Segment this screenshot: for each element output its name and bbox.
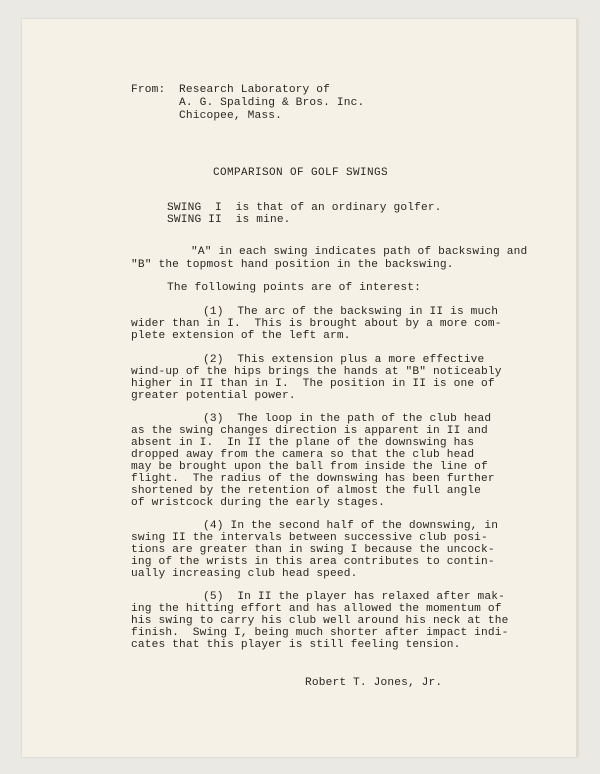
point-3-line-2: as the swing changes direction is apparent in II and — [131, 425, 488, 437]
point-2-line-3: higher in II than in I. The position in II is one of — [131, 378, 495, 390]
point-3-line-3: absent in I. In II the plane of the downswing has — [131, 437, 475, 449]
point-4-line-5: ually increasing club head speed. — [131, 568, 358, 580]
point-3-line-8: of wristcock during the early stages. — [131, 497, 385, 509]
point-3-line-5: may be brought upon the ball from inside the line of — [131, 461, 488, 473]
point-4-line-4: ing of the wrists in this area contributes to contin- — [131, 556, 495, 568]
point-1-line-3: plete extension of the left arm. — [131, 330, 351, 342]
point-1-line-2: wider than in I. This is brought about by a more com- — [131, 318, 502, 330]
signature: Robert T. Jones, Jr. — [305, 677, 443, 689]
point-2-line-2: wind-up of the hips brings the hands at "B" noticeably — [131, 366, 502, 378]
point-3-line-4: dropped away from the camera so that the club head — [131, 449, 475, 461]
point-4-line-3: tions are greater than in swing I because the uncock- — [131, 544, 495, 556]
points-heading: The following points are of interest: — [167, 282, 421, 294]
point-5-line-2: ing the hitting effort and has allowed the momentum of — [131, 603, 502, 615]
org-line-3: Chicopee, Mass. — [179, 110, 282, 122]
point-1-line-1: (1) The arc of the backswing in II is much — [203, 306, 499, 318]
from-label: From: — [131, 84, 166, 96]
point-5-line-4: finish. Swing I, being much shorter after impact indi- — [131, 627, 509, 639]
point-3-line-6: flight. The radius of the downswing has been further — [131, 473, 495, 485]
intro-line-2: "B" the topmost hand position in the backswing. — [131, 259, 454, 271]
point-2-line-1: (2) This extension plus a more effective — [203, 354, 485, 366]
point-5-line-5: cates that this player is still feeling tension. — [131, 639, 461, 651]
swing-2-line: SWING II is mine. — [167, 214, 291, 226]
org-line-1: Research Laboratory of — [179, 84, 330, 96]
point-4-line-1: (4) In the second half of the downswing, in — [203, 520, 499, 532]
intro-line-1: "A" in each swing indicates path of backswing and — [191, 246, 528, 258]
point-3-line-7: shortened by the retention of almost the full angle — [131, 485, 482, 497]
point-3-line-1: (3) The loop in the path of the club head — [203, 413, 492, 425]
point-2-line-4: greater potential power. — [131, 390, 296, 402]
point-4-line-2: swing II the intervals between successive club posi- — [131, 532, 488, 544]
org-line-2: A. G. Spalding & Bros. Inc. — [179, 97, 365, 109]
document-title: COMPARISON OF GOLF SWINGS — [213, 167, 389, 179]
swing-1-line: SWING I is that of an ordinary golfer. — [167, 202, 442, 214]
point-5-line-3: his swing to carry his club well around his neck at the — [131, 615, 509, 627]
point-5-line-1: (5) In II the player has relaxed after mak- — [203, 591, 505, 603]
document-page — [22, 19, 578, 757]
